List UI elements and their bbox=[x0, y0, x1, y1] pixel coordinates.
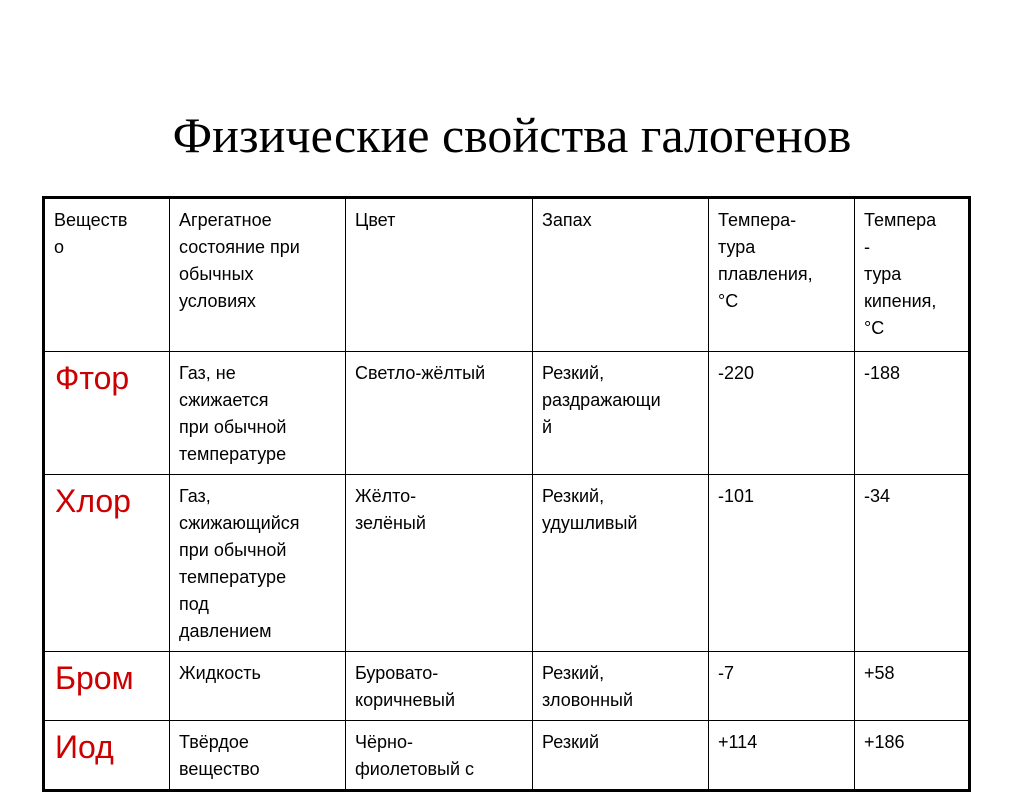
element-name: Иод bbox=[44, 721, 170, 791]
header-text: тура bbox=[718, 237, 756, 257]
header-cell-boiling bbox=[855, 198, 970, 352]
color-cell bbox=[346, 352, 533, 475]
cell-text: под bbox=[179, 594, 209, 614]
cell-text: фиолетовый с bbox=[355, 759, 475, 779]
state-cell bbox=[170, 475, 346, 652]
header-text: условиях bbox=[179, 291, 256, 311]
header-cell-state bbox=[170, 198, 346, 352]
cell-text: температуре bbox=[179, 567, 287, 587]
melting-point-cell: -220 bbox=[709, 352, 855, 475]
header-text: Темпера- bbox=[718, 210, 797, 230]
header-text: °C bbox=[864, 318, 885, 338]
cell-text: раздражающи bbox=[542, 390, 661, 410]
smell-cell bbox=[533, 475, 709, 652]
element-name: Фтор bbox=[44, 352, 170, 475]
cell-text: й bbox=[542, 417, 553, 437]
smell-cell bbox=[533, 721, 709, 791]
slide-title: Физические свойства галогенов bbox=[172, 107, 852, 163]
header-text: состояние при bbox=[179, 237, 300, 257]
header-text: Запах bbox=[542, 210, 592, 230]
cell-text: Чёрно- bbox=[355, 732, 413, 752]
cell-text: сжижается bbox=[179, 390, 269, 410]
cell-text: Буровато- bbox=[355, 663, 439, 683]
cell-text: Жидкость bbox=[179, 663, 261, 683]
cell-text: Резкий, bbox=[542, 486, 605, 506]
table-row-iodine bbox=[44, 721, 970, 791]
state-cell bbox=[170, 352, 346, 475]
header-text: Агрегатное bbox=[179, 210, 272, 230]
header-text: обычных bbox=[179, 264, 254, 284]
table-row-chlorine bbox=[44, 475, 970, 652]
header-text: Темпера bbox=[864, 210, 937, 230]
state-cell bbox=[170, 652, 346, 721]
smell-cell bbox=[533, 652, 709, 721]
color-cell bbox=[346, 475, 533, 652]
table-container bbox=[42, 196, 968, 792]
table-header-row bbox=[44, 198, 970, 352]
table-row-fluorine bbox=[44, 352, 970, 475]
boiling-point-cell: -188 bbox=[855, 352, 970, 475]
header-cell-melting bbox=[709, 198, 855, 352]
cell-text: при обычной bbox=[179, 540, 287, 560]
header-text: о bbox=[54, 237, 65, 257]
cell-text: вещество bbox=[179, 759, 260, 779]
cell-text: при обычной bbox=[179, 417, 287, 437]
melting-point-cell: -101 bbox=[709, 475, 855, 652]
melting-point-cell: +114 bbox=[709, 721, 855, 791]
cell-text: Резкий, bbox=[542, 663, 605, 683]
cell-text: Твёрдое bbox=[179, 732, 249, 752]
header-cell-substance bbox=[44, 198, 170, 352]
color-cell bbox=[346, 652, 533, 721]
element-name: Хлор bbox=[44, 475, 170, 652]
halogen-properties-table bbox=[42, 196, 971, 792]
header-cell-color bbox=[346, 198, 533, 352]
boiling-point-cell: +58 bbox=[855, 652, 970, 721]
header-text: Цвет bbox=[355, 210, 396, 230]
header-text: кипения, bbox=[864, 291, 937, 311]
cell-text: давлением bbox=[179, 621, 272, 641]
melting-point-cell: -7 bbox=[709, 652, 855, 721]
header-text: - bbox=[864, 237, 870, 257]
cell-text: коричневый bbox=[355, 690, 456, 710]
cell-text: Резкий, bbox=[542, 363, 605, 383]
state-cell bbox=[170, 721, 346, 791]
cell-text: удушливый bbox=[542, 513, 638, 533]
table-row-bromine bbox=[44, 652, 970, 721]
cell-text: сжижающийся bbox=[179, 513, 300, 533]
boiling-point-cell: +186 bbox=[855, 721, 970, 791]
header-cell-smell bbox=[533, 198, 709, 352]
smell-cell bbox=[533, 352, 709, 475]
cell-text: зелёный bbox=[355, 513, 426, 533]
cell-text: Светло-жёлтый bbox=[355, 363, 486, 383]
header-text: Веществ bbox=[54, 210, 128, 230]
boiling-point-cell: -34 bbox=[855, 475, 970, 652]
cell-text: зловонный bbox=[542, 690, 634, 710]
color-cell bbox=[346, 721, 533, 791]
cell-text: температуре bbox=[179, 444, 287, 464]
cell-text: Газ, bbox=[179, 486, 211, 506]
header-text: °C bbox=[718, 291, 739, 311]
cell-text: Жёлто- bbox=[355, 486, 417, 506]
cell-text: Резкий bbox=[542, 732, 600, 752]
cell-text: Газ, не bbox=[179, 363, 236, 383]
header-text: тура bbox=[864, 264, 902, 284]
header-text: плавления, bbox=[718, 264, 813, 284]
element-name: Бром bbox=[44, 652, 170, 721]
